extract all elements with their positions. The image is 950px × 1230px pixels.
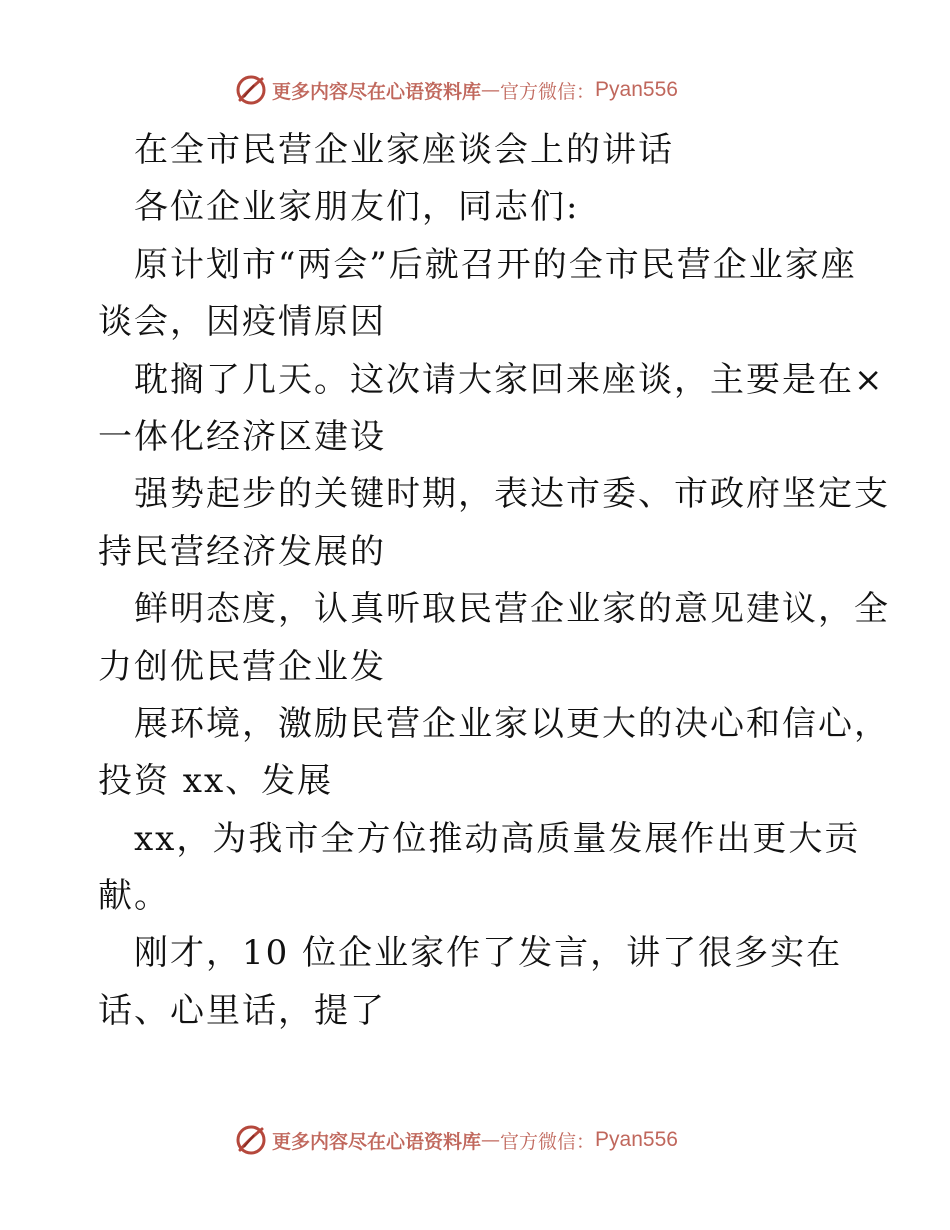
body-line: 力创优民营企业发: [98, 646, 386, 687]
body-line: 献。: [98, 876, 170, 917]
body-line: 原计划市“两会”后就召开的全市民营企业家座: [134, 244, 857, 285]
document-body: [98, 122, 890, 1040]
banner-text: 更多内容尽在心语资料库: [272, 80, 482, 103]
brush-circle-logo-icon: [234, 1123, 268, 1157]
body-line: 投资 xx、发展: [98, 761, 334, 802]
banner-label: 官方微信：: [500, 80, 596, 103]
brush-circle-logo-icon: [234, 73, 268, 107]
body-line: 谈会，因疫情原因: [98, 302, 386, 343]
body-line: 刚才，10 位企业家作了发言，讲了很多实在: [134, 933, 843, 974]
body-line: 展环境，激励民营企业家以更大的决心和信心，: [134, 703, 890, 744]
body-line: 一体化经济区建设: [98, 416, 386, 457]
body-line: 强势起步的关键时期，表达市委、市政府坚定支: [134, 474, 890, 515]
body-line: 鲜明态度，认真听取民营企业家的意见建议，全: [134, 589, 890, 630]
banner-separator: —: [481, 1129, 501, 1151]
document-title: 在全市民营企业家座谈会上的讲话: [134, 130, 674, 170]
body-line: xx，为我市全方位推动高质量发展作出更大贡: [134, 818, 861, 859]
body-line: 话、心里话，提了: [98, 990, 386, 1031]
footer-banner: [234, 1120, 678, 1160]
body-line: 持民营经济发展的: [98, 531, 386, 572]
salutation: 各位企业家朋友们，同志们:: [134, 187, 580, 228]
banner-label: 官方微信：: [500, 1130, 596, 1153]
banner-wechat-id: Pyan556: [595, 1128, 678, 1151]
body-line: 耽搁了几天。这次请大家回来座谈，主要是在×: [134, 359, 885, 400]
header-banner: [234, 70, 678, 110]
banner-wechat-id: Pyan556: [595, 78, 678, 101]
banner-separator: —: [481, 79, 501, 101]
banner-text: 更多内容尽在心语资料库: [272, 1130, 482, 1153]
